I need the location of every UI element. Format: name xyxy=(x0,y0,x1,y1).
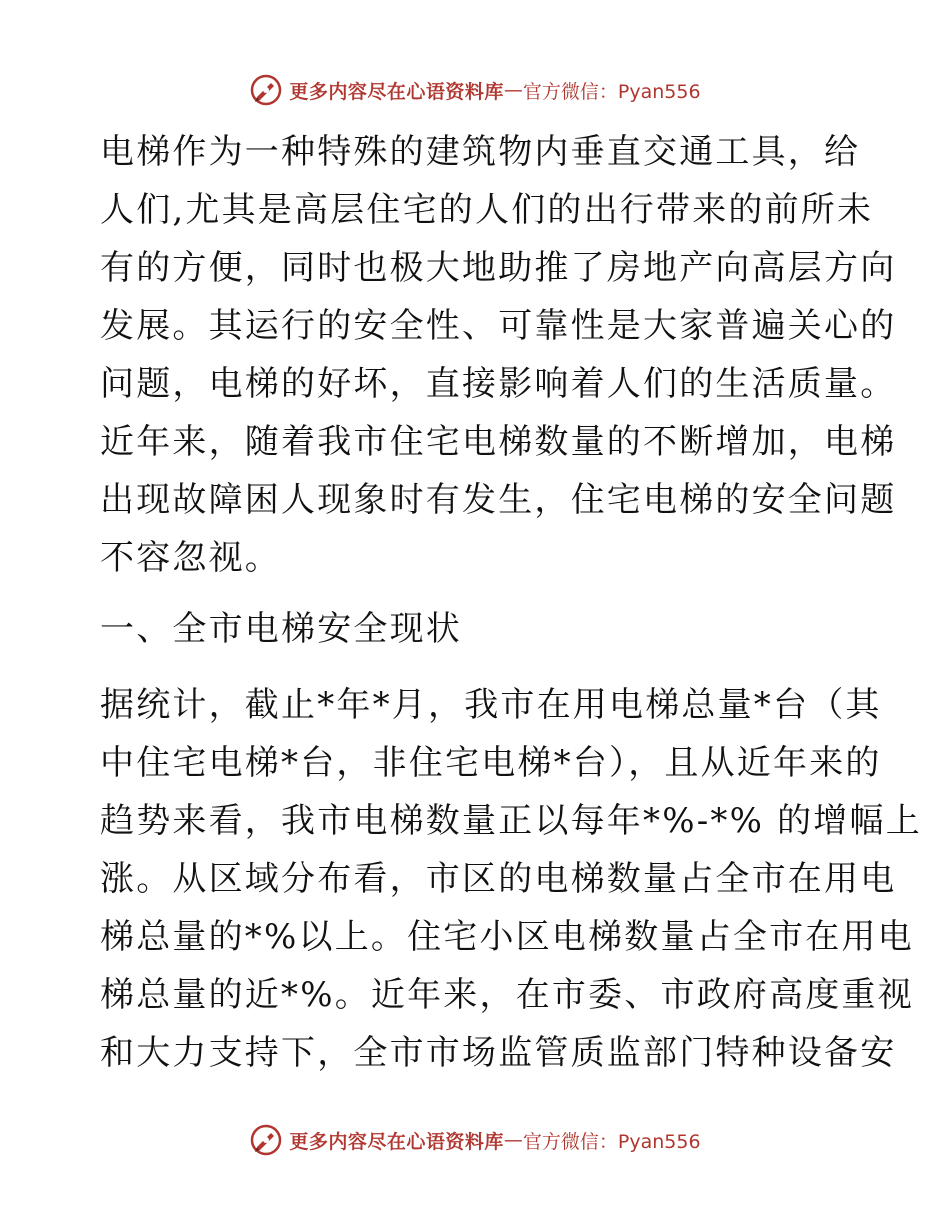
paragraph-status xyxy=(100,676,922,1082)
text-line: 梯总量的*%以上。住宅小区电梯数量占全市在用电 xyxy=(100,917,914,957)
watermark-brand-text: 更多内容尽在心语资料库 xyxy=(289,1130,504,1153)
footer-watermark xyxy=(0,1120,950,1160)
pen-logo-icon xyxy=(249,1123,283,1157)
text-line: 电梯作为一种特殊的建筑物内垂直交通工具，给 xyxy=(100,132,861,172)
text-line: 出现故障困人现象时有发生，住宅电梯的安全问题 xyxy=(100,480,897,520)
header-watermark xyxy=(0,70,950,110)
text-line: 近年来，随着我市住宅电梯数量的不断增加，电梯 xyxy=(100,422,897,462)
text-line: 趋势来看，我市电梯数量正以每年*%-*% 的增幅上 xyxy=(100,801,922,841)
text-line: 有的方便，同时也极大地助推了房地产向高层方向 xyxy=(100,248,897,288)
text-line: 不容忽视。 xyxy=(100,538,281,578)
text-line: 问题，电梯的好坏，直接影响着人们的生活质量。 xyxy=(100,364,897,404)
watermark-separator: — xyxy=(503,79,523,101)
text-line: 人们,尤其是高层住宅的人们的出行带来的前所未 xyxy=(100,190,874,230)
watermark-separator: — xyxy=(503,1129,523,1151)
watermark-contact-text: 官方微信：Pyan556 xyxy=(522,1130,701,1153)
text-line: 涨。从区域分布看，市区的电梯数量占全市在用电 xyxy=(100,859,897,899)
paragraph-intro xyxy=(100,123,897,587)
text-line: 中住宅电梯*台，非住宅电梯*台），且从近年来的 xyxy=(100,743,882,783)
watermark-contact-text: 官方微信：Pyan556 xyxy=(522,80,701,103)
text-line: 据统计，截止*年*月，我市在用电梯总量*台（其 xyxy=(100,685,882,725)
text-line: 梯总量的近*%。近年来，在市委、市政府高度重视 xyxy=(100,975,914,1015)
section-heading: 一、全市电梯安全现状 xyxy=(100,609,462,649)
pen-logo-icon xyxy=(249,73,283,107)
watermark-brand-text: 更多内容尽在心语资料库 xyxy=(289,80,504,103)
text-line: 和大力支持下，全市市场监管质监部门特种设备安 xyxy=(100,1033,897,1073)
text-line: 发展。其运行的安全性、可靠性是大家普遍关心的 xyxy=(100,306,897,346)
